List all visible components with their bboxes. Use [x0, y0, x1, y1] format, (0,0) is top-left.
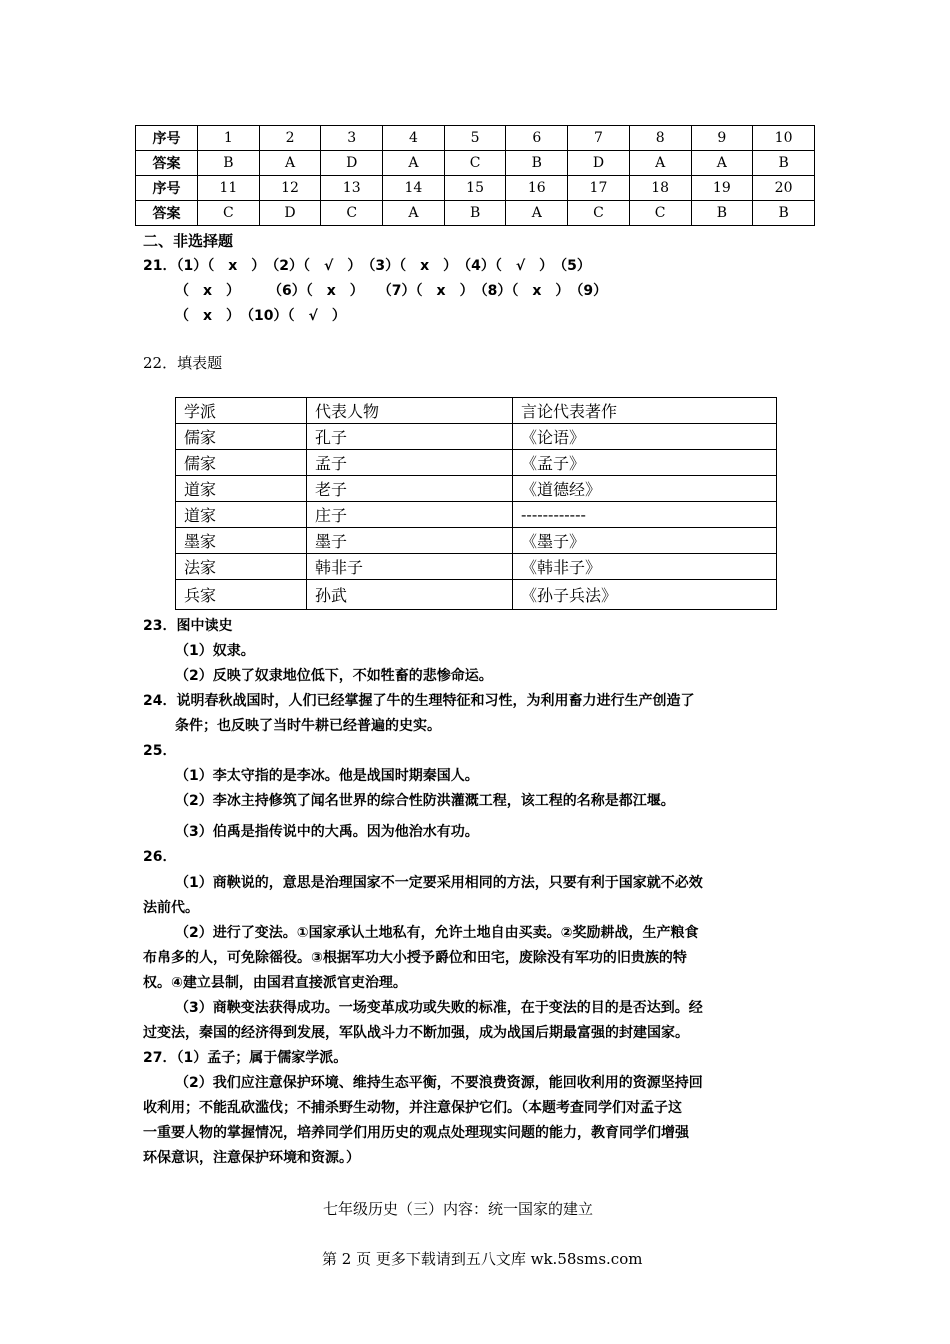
q26-answer-2-line-1: （2）进行了变法。①国家承认土地私有，允许土地自由买卖。②奖励耕战，生产粮食: [175, 925, 699, 941]
q27-answer-2-line-1: （2）我们应注意保护环境、维持生态平衡，不要浪费资源，能回收利用的资源坚持回: [175, 1075, 703, 1091]
answer-table: [135, 125, 815, 226]
q23-title: 23．图中读史: [143, 618, 233, 634]
answer-cell: 3: [321, 126, 383, 151]
schools-cell: 孔子: [307, 424, 513, 450]
answer-cell: A: [691, 151, 753, 176]
q26-answer-2-line-2: 布帛多的人，可免除徭役。③根据军功大小授予爵位和田宅，废除没有军功的旧贵族的特: [143, 950, 687, 966]
answer-table-row: [136, 176, 815, 201]
q23-answer-1: （1）奴隶。: [175, 643, 255, 659]
answer-cell: D: [321, 151, 383, 176]
schools-row: [176, 450, 777, 476]
answer-cell: 12: [259, 176, 321, 201]
schools-row: [176, 502, 777, 528]
next-section-title: 七年级历史（三）内容：统一国家的建立: [323, 1200, 594, 1218]
schools-cell: ------------: [513, 502, 777, 528]
answer-row-label: 答案: [136, 201, 198, 226]
section2-title: 二、非选择题: [143, 232, 234, 250]
answer-cell: 4: [383, 126, 445, 151]
q25-title: 25．: [143, 743, 177, 759]
q27-answer-2-line-3: 一重要人物的掌握情况，培养同学们用历史的观点处理现实问题的能力，教育同学们增强: [143, 1125, 689, 1141]
answer-cell: A: [259, 151, 321, 176]
schools-cell: 孟子: [307, 450, 513, 476]
q27-answer-2-line-4: 环保意识，注意保护环境和资源。）: [143, 1150, 360, 1166]
answer-cell: B: [198, 151, 260, 176]
q24-line-2: 条件；也反映了当时牛耕已经普遍的史实。: [175, 718, 441, 734]
answer-cell: 17: [568, 176, 630, 201]
answer-cell: 9: [691, 126, 753, 151]
answer-cell: 14: [383, 176, 445, 201]
schools-row: [176, 424, 777, 450]
schools-row: [176, 580, 777, 610]
q24-line-1: 24．说明春秋战国时，人们已经掌握了牛的生理特征和习性，为利用畜力进行生产创造了: [143, 693, 695, 709]
q26-title: 26．: [143, 849, 177, 865]
answer-cell: 1: [198, 126, 260, 151]
schools-header-cell: 代表人物: [307, 398, 513, 424]
answer-cell: 7: [568, 126, 630, 151]
answer-row-label: 答案: [136, 151, 198, 176]
answer-cell: D: [259, 201, 321, 226]
q26-answer-1-line-2: 法前代。: [143, 900, 199, 916]
answer-cell: A: [506, 201, 568, 226]
schools-cell: 墨子: [307, 528, 513, 554]
answer-cell: B: [753, 201, 815, 226]
answer-cell: C: [444, 151, 506, 176]
schools-cell: 《孙子兵法》: [513, 580, 777, 610]
schools-row: [176, 528, 777, 554]
q21-line-2: （ x ） （6）（ x ） （7）（ x ） （8）（ x ） （9）: [175, 283, 608, 299]
schools-cell: 庄子: [307, 502, 513, 528]
answer-cell: 18: [629, 176, 691, 201]
answer-cell: A: [383, 201, 445, 226]
answer-cell: 13: [321, 176, 383, 201]
schools-row: [176, 476, 777, 502]
answer-cell: A: [629, 151, 691, 176]
q27-answer-2-line-2: 收利用；不能乱砍滥伐；不捕杀野生动物，并注意保护它们。（本题考查同学们对孟子这: [143, 1100, 682, 1116]
q25-answer-1: （1）李太守指的是李冰。他是战国时期秦国人。: [175, 768, 479, 784]
answer-cell: 11: [198, 176, 260, 201]
answer-cell: 15: [444, 176, 506, 201]
q25-answer-3: （3）伯禹是指传说中的大禹。因为他治水有功。: [175, 824, 479, 840]
q26-answer-2-line-3: 权。④建立县制，由国君直接派官吏治理。: [143, 975, 407, 991]
answer-cell: C: [568, 201, 630, 226]
answer-cell: B: [506, 151, 568, 176]
answer-cell: 6: [506, 126, 568, 151]
q26-answer-3-line-1: （3）商鞅变法获得成功。一场变革成功或失败的标准，在于变法的目的是否达到。经: [175, 1000, 703, 1016]
schools-table: [175, 397, 777, 610]
answer-cell: C: [629, 201, 691, 226]
schools-cell: 《论语》: [513, 424, 777, 450]
answer-cell: C: [198, 201, 260, 226]
answer-cell: 2: [259, 126, 321, 151]
answer-cell: B: [753, 151, 815, 176]
schools-cell: 韩非子: [307, 554, 513, 580]
answer-cell: 20: [753, 176, 815, 201]
schools-cell: 墨家: [176, 528, 307, 554]
answer-cell: 8: [629, 126, 691, 151]
q21-line-1: 21．（1）（ x ） （2）（ √ ） （3）（ x ） （4）（ √ ） （5）: [143, 258, 591, 274]
schools-header-cell: 言论代表著作: [513, 398, 777, 424]
answer-cell: B: [691, 201, 753, 226]
answer-row-label: 序号: [136, 126, 198, 151]
q22-title: 22．填表题: [143, 354, 223, 372]
schools-cell: 《道德经》: [513, 476, 777, 502]
answer-table-row: [136, 201, 815, 226]
answer-cell: 16: [506, 176, 568, 201]
answer-row-label: 序号: [136, 176, 198, 201]
schools-cell: 《墨子》: [513, 528, 777, 554]
q21-line-3: （ x ） （10）（ √ ）: [175, 308, 346, 324]
schools-cell: 道家: [176, 502, 307, 528]
schools-cell: 《韩非子》: [513, 554, 777, 580]
answer-cell: C: [321, 201, 383, 226]
answer-table-row: [136, 151, 815, 176]
answer-table-row: [136, 126, 815, 151]
q23-answer-2: （2）反映了奴隶地位低下，不如牲畜的悲惨命运。: [175, 668, 493, 684]
answer-cell: 5: [444, 126, 506, 151]
schools-cell: 儒家: [176, 450, 307, 476]
schools-cell: 孙武: [307, 580, 513, 610]
q26-answer-3-line-2: 过变法，秦国的经济得到发展，军队战斗力不断加强，成为战国后期最富强的封建国家。: [143, 1025, 689, 1041]
schools-header-row: [176, 398, 777, 424]
answer-cell: B: [444, 201, 506, 226]
schools-header-cell: 学派: [176, 398, 307, 424]
q27-answer-1: 27．（1）孟子；属于儒家学派。: [143, 1050, 348, 1066]
page-footer: 第 2 页 更多下载请到五八文库 wk.58sms.com: [322, 1250, 643, 1268]
q26-answer-1-line-1: （1）商鞅说的，意思是治理国家不一定要采用相同的方法，只要有利于国家就不必效: [175, 875, 703, 891]
q25-answer-2: （2）李冰主持修筑了闻名世界的综合性防洪灌溉工程，该工程的名称是都江堰。: [175, 793, 675, 809]
schools-cell: 法家: [176, 554, 307, 580]
schools-row: [176, 554, 777, 580]
schools-cell: 道家: [176, 476, 307, 502]
schools-cell: 老子: [307, 476, 513, 502]
answer-cell: 19: [691, 176, 753, 201]
answer-cell: 10: [753, 126, 815, 151]
schools-cell: 儒家: [176, 424, 307, 450]
schools-cell: 《孟子》: [513, 450, 777, 476]
answer-cell: D: [568, 151, 630, 176]
schools-cell: 兵家: [176, 580, 307, 610]
answer-cell: A: [383, 151, 445, 176]
